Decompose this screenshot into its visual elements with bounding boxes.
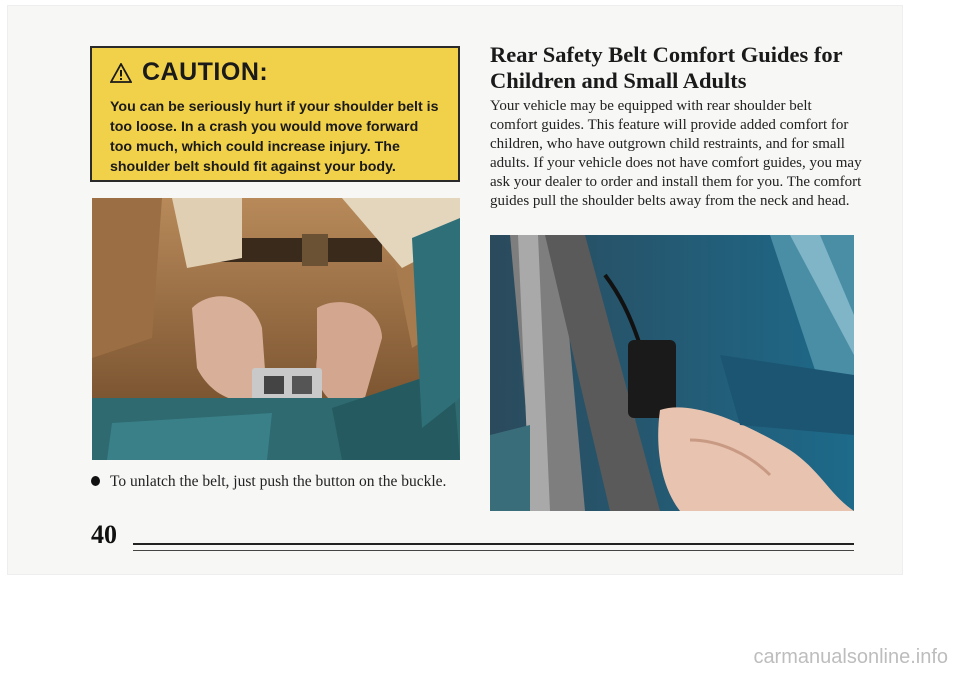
list-item (91, 472, 451, 491)
watermark: carmanualsonline.info (753, 646, 948, 668)
warning-triangle-icon (110, 63, 132, 83)
caution-text: You can be seriously hurt if your shoulder belt is too loose. In a crash you would move forward too much, which could increase injury. The shoulder belt should fit against your body. (110, 99, 439, 175)
page-number: 40 (91, 520, 117, 549)
footer-rule-thin (133, 550, 854, 551)
manual-page (8, 6, 902, 574)
caution-box (90, 46, 460, 182)
buckle-illustration (92, 198, 460, 460)
section-body: Your vehicle may be equipped with rear shoulder belt comfort guides. This feature will provide added comfort for children, who have outgrown child restraints, and for small adults. If your vehicle does not have comfort guides, you may ask your dealer to order and install them for you. The comfort guides pull the shoulder belts away from the neck and head. (490, 98, 862, 209)
bullet-text: To unlatch the belt, just push the button on the buckle. (110, 473, 447, 490)
section-heading: Rear Safety Belt Comfort Guides for Children and Small Adults (490, 42, 843, 93)
bullet-icon (91, 476, 100, 486)
caution-title: CAUTION: (142, 58, 269, 86)
caution-header (110, 58, 444, 87)
comfort-guide-illustration (490, 235, 854, 511)
footer-rule (133, 543, 854, 545)
